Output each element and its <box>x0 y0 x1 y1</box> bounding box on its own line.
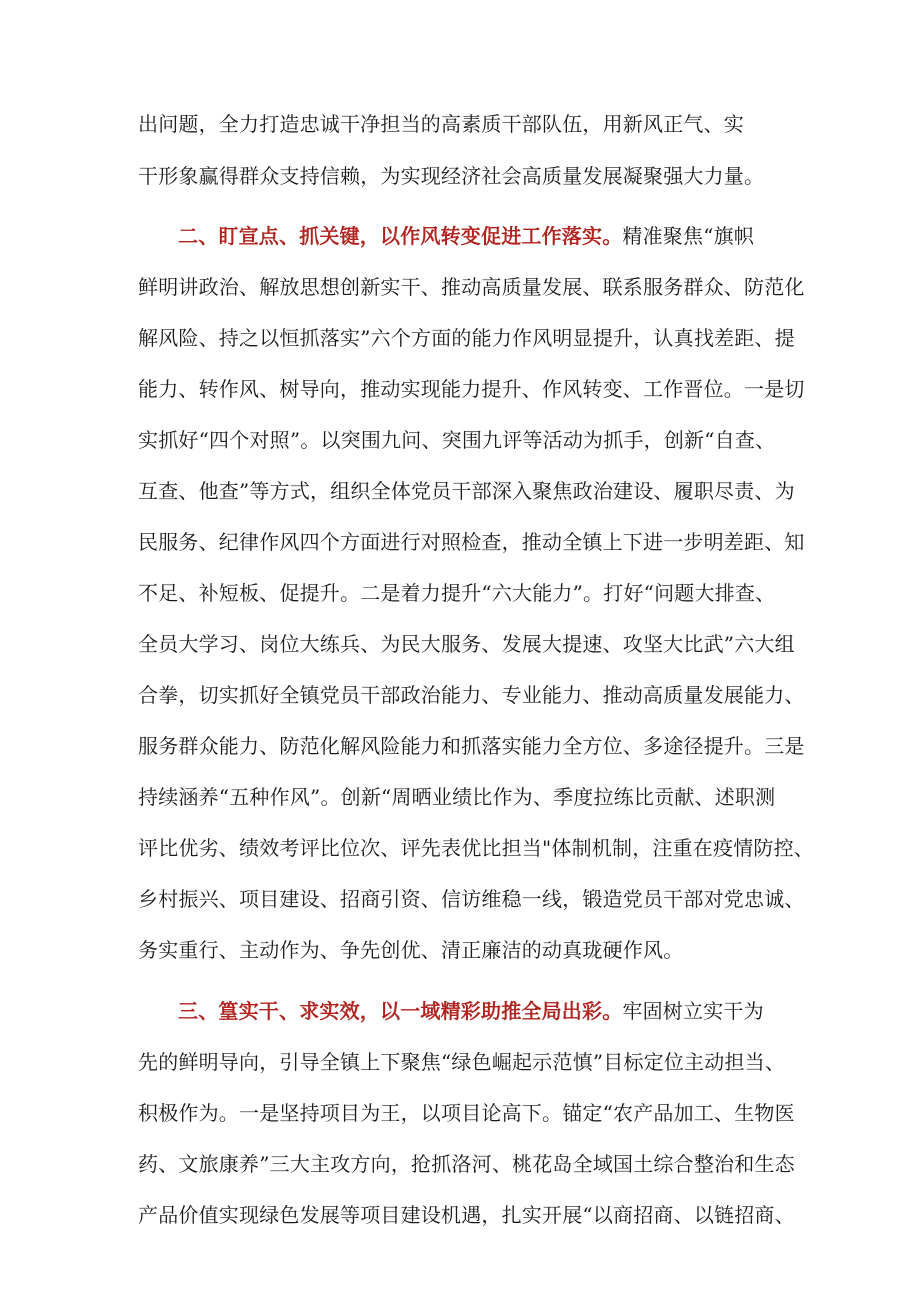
paragraph-line: 先的鲜明导向，引导全镇上下聚焦“绿色崛起示范慎”目标定位主动担当、 <box>138 1050 786 1074</box>
paragraph-line: 不足、补短板、促提升。二是着力提升“六大能力”。打好“问题大排查、 <box>138 581 776 605</box>
section-3-lead-text: 牢固树立实干为 <box>622 999 764 1023</box>
paragraph-line: 全员大学习、岗位大练兵、为民大服务、发展大提速、攻坚大比武”六大组 <box>138 632 795 656</box>
section-2-first-line <box>178 222 754 250</box>
section-3-first-line <box>178 997 764 1025</box>
section-3-heading: 三、篁实干、求实效，以一域精彩助推全局出彩。 <box>178 999 623 1023</box>
paragraph-line: 药、文旅康养”三大主攻方向，抢抓洛河、桃花岛全域国土综合整治和生态 <box>138 1152 795 1176</box>
paragraph-line: 产品价值实现绿色发展等项目建设机遇，扎实开展“以商招商、以链招商、 <box>138 1203 795 1227</box>
paragraph-line: 评比优劣、绩效考评比位次、评先表优比担当"体制机制，注重在疫情防控、 <box>138 836 814 860</box>
paragraph-line: 务实重行、主动作为、争先创优、清正廉洁的动真珑硬作风。 <box>138 938 684 962</box>
paragraph-line: 乡村振兴、项目建设、招商引资、信访维稳一线，锻造党员干部对党忠诚、 <box>138 887 805 911</box>
paragraph-line: 服务群众能力、防范化解风险能力和抓落实能力全方位、多途径提升。三是 <box>138 734 805 758</box>
paragraph-line: 持续涵养“五种作风”。创新“周晒业绩比作为、季度拉练比贡献、述职测 <box>138 785 776 809</box>
section-2-heading: 二、盯宣点、抓关键，以作风转变促进工作落实。 <box>178 224 623 248</box>
paragraph-line: 合拳，切实抓好全镇党员干部政治能力、专业能力、推动高质量发展能力、 <box>138 683 805 707</box>
paragraph-line: 积极作为。一是坚持项目为王，以项目论高下。锚定“农产品加工、生物医 <box>138 1101 795 1125</box>
paragraph-line: 出问题，全力打造忠诚干净担当的高素质干部队伍，用新风正气、实 <box>138 112 744 136</box>
paragraph-line: 干形象赢得群众支持信赖，为实现经济社会高质量发展凝聚强大力量。 <box>138 164 765 188</box>
paragraph-line: 解风险、持之以恒抓落实”六个方面的能力作风明显提升，认真找差距、提 <box>138 326 795 350</box>
paragraph-line: 鲜明讲政治、解放思想创新实干、推动高质量发展、联系服务群众、防范化 <box>138 275 805 299</box>
paragraph-line: 实抓好“四个对照”。以突围九问、突围九评等活动为抓手，创新“自查、 <box>138 428 776 452</box>
paragraph-line: 互查、他查”等方式，组织全体党员干部深入聚焦政治建设、履职尽责、为 <box>138 479 795 503</box>
section-2-lead-text: 精准聚焦“旗帜 <box>622 224 755 248</box>
paragraph-line: 能力、转作风、树导向，推动实现能力提升、作风转变、工作晋位。一是切 <box>138 377 805 401</box>
paragraph-line: 民服务、纪律作风四个方面进行对照检查，推动全镇上下进一步明差距、知 <box>138 530 805 554</box>
